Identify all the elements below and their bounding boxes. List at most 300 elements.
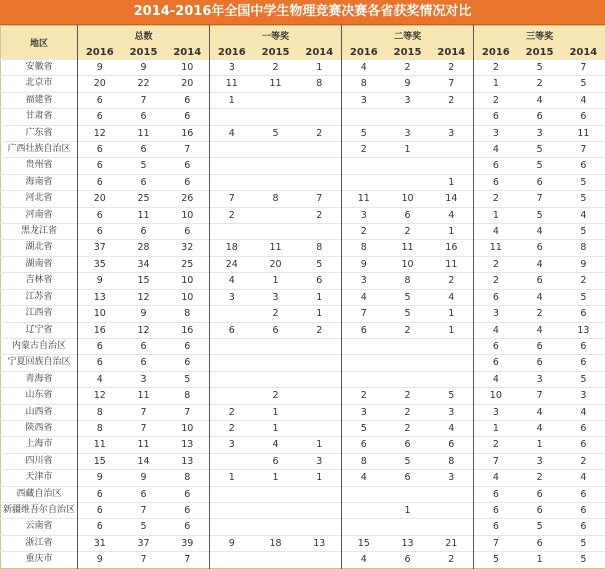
- count-cell: [210, 109, 254, 125]
- table-row: [1, 125, 605, 141]
- count-cell: 3: [210, 60, 254, 76]
- count-cell: 3: [210, 289, 254, 305]
- count-cell: 5: [562, 76, 605, 92]
- count-cell: 6: [122, 224, 166, 240]
- count-cell: 1: [430, 322, 474, 338]
- count-cell: 6: [430, 437, 474, 453]
- table-row: [1, 338, 605, 354]
- count-cell: 8: [298, 76, 342, 92]
- count-cell: 6: [518, 535, 562, 551]
- count-cell: [298, 355, 342, 371]
- table-row: [1, 273, 605, 289]
- count-cell: [386, 109, 430, 125]
- count-cell: 14: [122, 453, 166, 469]
- count-cell: 21: [430, 535, 474, 551]
- count-cell: 22: [122, 76, 166, 92]
- count-cell: 2: [386, 224, 430, 240]
- count-cell: 4: [474, 371, 518, 387]
- count-cell: 5: [386, 306, 430, 322]
- count-cell: 7: [122, 552, 166, 568]
- count-cell: [210, 174, 254, 190]
- table-row: [1, 191, 605, 207]
- count-cell: 8: [342, 240, 386, 256]
- count-cell: [210, 142, 254, 158]
- count-cell: 37: [122, 535, 166, 551]
- count-cell: 11: [254, 76, 298, 92]
- count-cell: 4: [518, 322, 562, 338]
- count-cell: 6: [518, 338, 562, 354]
- count-cell: 6: [518, 502, 562, 518]
- count-cell: 15: [342, 535, 386, 551]
- count-cell: 9: [210, 535, 254, 551]
- count-cell: [298, 502, 342, 518]
- count-cell: 13: [78, 289, 122, 305]
- region-cell: 宁夏回族自治区: [1, 355, 78, 371]
- count-cell: 6: [166, 158, 210, 174]
- count-cell: [342, 355, 386, 371]
- count-cell: 25: [166, 256, 210, 272]
- count-cell: 24: [210, 256, 254, 272]
- region-cell: 广东省: [1, 125, 78, 141]
- count-cell: 6: [562, 486, 605, 502]
- count-cell: 7: [474, 453, 518, 469]
- table-row: [1, 240, 605, 256]
- count-cell: 20: [166, 76, 210, 92]
- year-header: 2016: [210, 45, 254, 60]
- count-cell: 4: [474, 322, 518, 338]
- region-cell: 福建省: [1, 92, 78, 108]
- count-cell: 6: [254, 322, 298, 338]
- count-cell: 2: [342, 388, 386, 404]
- count-cell: 4: [474, 224, 518, 240]
- count-cell: 35: [78, 256, 122, 272]
- count-cell: 5: [430, 388, 474, 404]
- count-cell: 20: [78, 191, 122, 207]
- count-cell: 3: [122, 371, 166, 387]
- count-cell: 8: [166, 470, 210, 486]
- count-cell: 12: [122, 322, 166, 338]
- count-cell: 4: [342, 470, 386, 486]
- count-cell: 2: [210, 404, 254, 420]
- count-cell: 2: [298, 125, 342, 141]
- count-cell: 6: [562, 437, 605, 453]
- year-header: 2014: [430, 45, 474, 60]
- region-cell: 湖南省: [1, 256, 78, 272]
- count-cell: 3: [562, 388, 605, 404]
- count-cell: 2: [474, 191, 518, 207]
- count-cell: 5: [342, 420, 386, 436]
- count-cell: 2: [386, 60, 430, 76]
- table-row: [1, 486, 605, 502]
- count-cell: 9: [342, 256, 386, 272]
- count-cell: 11: [474, 240, 518, 256]
- count-cell: 6: [474, 174, 518, 190]
- region-cell: 云南省: [1, 519, 78, 535]
- region-cell: 海南省: [1, 174, 78, 190]
- count-cell: 6: [122, 338, 166, 354]
- count-cell: 18: [254, 535, 298, 551]
- count-cell: [386, 519, 430, 535]
- count-cell: 2: [518, 470, 562, 486]
- count-cell: [254, 338, 298, 354]
- count-cell: 5: [518, 60, 562, 76]
- count-cell: 6: [562, 338, 605, 354]
- region-cell: 新疆维吾尔自治区: [1, 502, 78, 518]
- count-cell: [298, 552, 342, 568]
- count-cell: 6: [474, 289, 518, 305]
- count-cell: 2: [474, 92, 518, 108]
- count-cell: 6: [386, 470, 430, 486]
- count-cell: [254, 486, 298, 502]
- count-cell: 2: [474, 437, 518, 453]
- region-cell: 江苏省: [1, 289, 78, 305]
- count-cell: 6: [166, 519, 210, 535]
- count-cell: 5: [562, 371, 605, 387]
- count-cell: 9: [78, 60, 122, 76]
- count-cell: 4: [518, 404, 562, 420]
- count-cell: 7: [122, 92, 166, 108]
- count-cell: 7: [166, 552, 210, 568]
- count-cell: 6: [518, 240, 562, 256]
- count-cell: [298, 158, 342, 174]
- count-cell: 2: [474, 60, 518, 76]
- count-cell: 6: [78, 338, 122, 354]
- region-cell: 北京市: [1, 76, 78, 92]
- table-row: [1, 92, 605, 108]
- count-cell: [210, 371, 254, 387]
- count-cell: 9: [386, 76, 430, 92]
- count-cell: 7: [562, 142, 605, 158]
- table-row: [1, 60, 605, 76]
- count-cell: 3: [342, 404, 386, 420]
- count-cell: 6: [562, 502, 605, 518]
- count-cell: 10: [166, 289, 210, 305]
- count-cell: [210, 486, 254, 502]
- count-cell: 6: [562, 306, 605, 322]
- region-cell: 黑龙江省: [1, 224, 78, 240]
- count-cell: 20: [254, 256, 298, 272]
- region-cell: 西藏自治区: [1, 486, 78, 502]
- count-cell: 4: [518, 256, 562, 272]
- count-cell: 5: [562, 552, 605, 568]
- count-cell: 2: [298, 322, 342, 338]
- count-cell: [298, 420, 342, 436]
- count-cell: 9: [78, 273, 122, 289]
- count-cell: 8: [78, 404, 122, 420]
- count-cell: 13: [562, 322, 605, 338]
- region-cell: 山东省: [1, 388, 78, 404]
- count-cell: [430, 502, 474, 518]
- count-cell: 6: [166, 224, 210, 240]
- count-cell: 6: [122, 355, 166, 371]
- count-cell: 4: [518, 92, 562, 108]
- count-cell: 1: [518, 552, 562, 568]
- region-cell: 山西省: [1, 404, 78, 420]
- count-cell: 2: [430, 552, 474, 568]
- count-cell: 1: [254, 404, 298, 420]
- count-cell: 8: [166, 388, 210, 404]
- count-cell: 7: [518, 191, 562, 207]
- count-cell: [254, 371, 298, 387]
- count-cell: 13: [298, 535, 342, 551]
- table-row: [1, 519, 605, 535]
- count-cell: 2: [562, 273, 605, 289]
- count-cell: 4: [342, 552, 386, 568]
- count-cell: 6: [518, 109, 562, 125]
- count-cell: 15: [78, 453, 122, 469]
- table-row: [1, 158, 605, 174]
- count-cell: [342, 502, 386, 518]
- count-cell: [254, 355, 298, 371]
- count-cell: 37: [78, 240, 122, 256]
- count-cell: 6: [122, 109, 166, 125]
- count-cell: [342, 519, 386, 535]
- table-row: [1, 437, 605, 453]
- count-cell: 3: [518, 453, 562, 469]
- count-cell: 2: [430, 60, 474, 76]
- table-row: [1, 388, 605, 404]
- count-cell: 7: [122, 404, 166, 420]
- count-cell: 3: [386, 125, 430, 141]
- count-cell: 5: [474, 552, 518, 568]
- count-cell: 5: [386, 289, 430, 305]
- count-cell: 8: [386, 273, 430, 289]
- count-cell: [298, 404, 342, 420]
- count-cell: 1: [518, 437, 562, 453]
- count-cell: [430, 371, 474, 387]
- table-row: [1, 174, 605, 190]
- count-cell: 10: [386, 256, 430, 272]
- year-header: 2016: [78, 45, 122, 60]
- table-row: [1, 306, 605, 322]
- table-row: [1, 552, 605, 568]
- count-cell: 4: [430, 420, 474, 436]
- count-cell: 8: [78, 420, 122, 436]
- count-cell: [298, 174, 342, 190]
- count-cell: 6: [386, 437, 430, 453]
- count-cell: 4: [518, 224, 562, 240]
- count-cell: [430, 142, 474, 158]
- count-cell: 6: [342, 437, 386, 453]
- count-cell: 7: [166, 142, 210, 158]
- count-cell: 8: [342, 453, 386, 469]
- count-cell: 1: [474, 420, 518, 436]
- count-cell: [298, 224, 342, 240]
- count-cell: 39: [166, 535, 210, 551]
- region-cell: 湖北省: [1, 240, 78, 256]
- count-cell: 7: [122, 420, 166, 436]
- count-cell: 31: [78, 535, 122, 551]
- count-cell: 9: [122, 60, 166, 76]
- count-cell: 1: [254, 420, 298, 436]
- count-cell: 8: [166, 306, 210, 322]
- count-cell: 1: [386, 142, 430, 158]
- count-cell: 6: [342, 322, 386, 338]
- table-row: [1, 289, 605, 305]
- count-cell: [386, 486, 430, 502]
- count-cell: 18: [210, 240, 254, 256]
- count-cell: 13: [166, 437, 210, 453]
- count-cell: [342, 371, 386, 387]
- count-cell: 11: [562, 125, 605, 141]
- table-row: [1, 404, 605, 420]
- count-cell: [342, 486, 386, 502]
- count-cell: 3: [342, 273, 386, 289]
- count-cell: [254, 552, 298, 568]
- year-header: 2015: [518, 45, 562, 60]
- count-cell: [342, 174, 386, 190]
- count-cell: 10: [166, 60, 210, 76]
- count-cell: 7: [298, 191, 342, 207]
- count-cell: 26: [166, 191, 210, 207]
- table-row: [1, 109, 605, 125]
- table-row: [1, 76, 605, 92]
- count-cell: 2: [518, 306, 562, 322]
- count-cell: 8: [298, 240, 342, 256]
- count-cell: 5: [342, 125, 386, 141]
- count-cell: 6: [562, 109, 605, 125]
- year-header: 2014: [562, 45, 605, 60]
- count-cell: 2: [342, 224, 386, 240]
- count-cell: 3: [474, 306, 518, 322]
- region-cell: 青海省: [1, 371, 78, 387]
- count-cell: 1: [298, 306, 342, 322]
- region-cell: 陕西省: [1, 420, 78, 436]
- table-row: [1, 355, 605, 371]
- count-cell: 4: [342, 289, 386, 305]
- region-cell: 安徽省: [1, 60, 78, 76]
- count-cell: [254, 174, 298, 190]
- count-cell: 5: [562, 191, 605, 207]
- count-cell: 4: [430, 289, 474, 305]
- count-cell: [386, 355, 430, 371]
- year-header-row: [1, 45, 605, 60]
- count-cell: 6: [78, 207, 122, 223]
- table-title: 2014-2016年全国中学生物理竞赛决赛各省获奖情况对比: [0, 0, 605, 25]
- count-cell: 6: [518, 174, 562, 190]
- count-cell: [254, 158, 298, 174]
- count-cell: [210, 552, 254, 568]
- count-cell: [210, 355, 254, 371]
- count-cell: 2: [386, 420, 430, 436]
- count-cell: 32: [166, 240, 210, 256]
- count-cell: [210, 453, 254, 469]
- count-cell: [254, 109, 298, 125]
- count-cell: 9: [78, 552, 122, 568]
- count-cell: 8: [254, 191, 298, 207]
- year-header: 2015: [386, 45, 430, 60]
- count-cell: 3: [342, 92, 386, 108]
- count-cell: 6: [78, 92, 122, 108]
- count-cell: 6: [386, 207, 430, 223]
- count-cell: [386, 158, 430, 174]
- count-cell: 2: [562, 453, 605, 469]
- count-cell: 1: [430, 174, 474, 190]
- count-cell: 7: [518, 388, 562, 404]
- count-cell: 3: [430, 470, 474, 486]
- count-cell: 2: [386, 322, 430, 338]
- count-cell: [386, 338, 430, 354]
- table-row: [1, 453, 605, 469]
- count-cell: [298, 519, 342, 535]
- count-cell: 8: [430, 453, 474, 469]
- table-row: [1, 470, 605, 486]
- year-header: 2016: [342, 45, 386, 60]
- count-cell: 4: [342, 60, 386, 76]
- region-cell: 河北省: [1, 191, 78, 207]
- count-cell: 6: [78, 174, 122, 190]
- count-cell: 4: [78, 371, 122, 387]
- count-cell: 3: [474, 125, 518, 141]
- count-cell: 1: [210, 92, 254, 108]
- year-header: 2015: [122, 45, 166, 60]
- count-cell: [430, 338, 474, 354]
- count-cell: [342, 109, 386, 125]
- count-cell: [430, 355, 474, 371]
- count-cell: 3: [518, 125, 562, 141]
- count-cell: [254, 519, 298, 535]
- count-cell: 10: [166, 207, 210, 223]
- year-header: 2015: [254, 45, 298, 60]
- count-cell: 11: [210, 76, 254, 92]
- count-cell: [298, 486, 342, 502]
- count-cell: 2: [386, 388, 430, 404]
- count-cell: 5: [518, 158, 562, 174]
- count-cell: 3: [298, 453, 342, 469]
- count-cell: 12: [78, 388, 122, 404]
- count-cell: 3: [518, 371, 562, 387]
- region-cell: 内蒙古自治区: [1, 338, 78, 354]
- count-cell: 6: [474, 486, 518, 502]
- count-cell: 4: [562, 470, 605, 486]
- count-cell: 4: [562, 92, 605, 108]
- count-cell: 5: [386, 453, 430, 469]
- count-cell: 1: [474, 207, 518, 223]
- count-cell: 6: [78, 486, 122, 502]
- count-cell: 3: [386, 92, 430, 108]
- count-cell: [298, 109, 342, 125]
- count-cell: [298, 388, 342, 404]
- count-cell: 14: [430, 191, 474, 207]
- count-cell: 6: [78, 109, 122, 125]
- count-cell: 3: [254, 289, 298, 305]
- count-cell: [210, 388, 254, 404]
- count-cell: 12: [78, 125, 122, 141]
- count-cell: 13: [386, 535, 430, 551]
- count-cell: 2: [210, 420, 254, 436]
- count-cell: 3: [474, 404, 518, 420]
- count-cell: 12: [122, 289, 166, 305]
- count-cell: 1: [298, 437, 342, 453]
- count-cell: 2: [254, 60, 298, 76]
- table-header: [1, 26, 605, 60]
- count-cell: 1: [386, 502, 430, 518]
- table-row: [1, 207, 605, 223]
- count-cell: 5: [298, 256, 342, 272]
- count-cell: 5: [562, 224, 605, 240]
- count-cell: 6: [166, 486, 210, 502]
- year-header: 2016: [474, 45, 518, 60]
- count-cell: 5: [562, 174, 605, 190]
- count-cell: 11: [122, 437, 166, 453]
- count-cell: 2: [474, 273, 518, 289]
- count-cell: 16: [166, 125, 210, 141]
- count-cell: 1: [298, 289, 342, 305]
- count-cell: [430, 486, 474, 502]
- count-cell: [210, 158, 254, 174]
- count-cell: 11: [386, 240, 430, 256]
- count-cell: 9: [78, 470, 122, 486]
